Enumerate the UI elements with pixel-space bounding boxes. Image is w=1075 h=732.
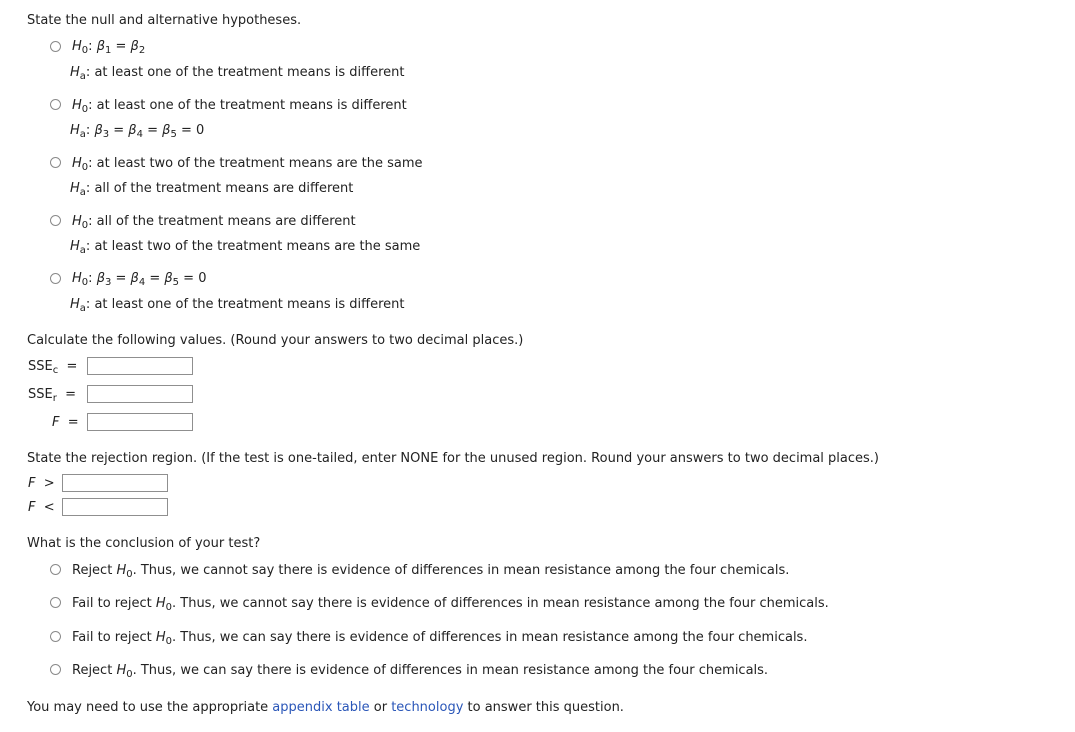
sse-c-input[interactable] [87,357,193,375]
hypothesis-option-3-ha: $H_a$: all of the treatment means are different [70,181,354,198]
technology-link[interactable]: technology [391,700,464,715]
hypothesis-option-4-h0: $H_0$: all of the treatment means are different [72,214,356,231]
conclusion-option-3-radio[interactable] [50,631,61,642]
f-statistic-label: F = [52,415,79,430]
hypothesis-option-4-radio[interactable] [50,215,61,226]
hypothesis-option-5-ha: $H_a$: at least one of the treatment means is different [70,297,405,314]
rejection-lower-label: F < [28,500,55,515]
hypothesis-option-5-radio[interactable] [50,273,61,284]
f-statistic-input[interactable] [87,413,193,431]
appendix-table-link[interactable]: appendix table [272,700,370,715]
hypothesis-option-4-ha: $H_a$: at least two of the treatment means are the same [70,239,421,256]
rejection-upper-label: F > [28,476,55,491]
footer-note: You may need to use the appropriate appendix table or technology to answer this question. [27,700,624,715]
conclusion-option-4-text: Reject $H_0$. Thus, we can say there is evidence of differences in mean resistance among the four chemicals. [72,663,769,680]
rejection-region-prompt: State the rejection region. (If the test is one-tailed, enter NONE for the unused region. Round your answers to two decimal places.) [27,451,880,466]
hypothesis-option-3-radio[interactable] [50,157,61,168]
hypothesis-option-2-ha: $H_a$: $\beta_3 = \beta_4 = \beta_5 = 0$ [70,123,205,140]
hypothesis-option-5-h0: $H_0$: $\beta_3 = \beta_4 = \beta_5 = 0$ [72,271,207,288]
sse-r-label: $SSE_r$ = [28,387,77,404]
hypothesis-option-3-h0: $H_0$: at least two of the treatment means are the same [72,156,423,173]
hypothesis-option-1-h0: $H_0$: $\beta_1 = \beta_2$ [72,39,146,56]
hypothesis-option-1-ha: $H_a$: at least one of the treatment means is different [70,65,405,82]
sse-r-input[interactable] [87,385,193,403]
conclusion-option-1-text: Reject $H_0$. Thus, we cannot say there is evidence of differences in mean resistance among the four chemicals. [72,563,790,580]
rejection-upper-input[interactable] [62,474,168,492]
hypotheses-prompt: State the null and alternative hypotheses. [27,13,302,28]
hypothesis-option-2-h0: $H_0$: at least one of the treatment means is different [72,98,407,115]
rejection-lower-input[interactable] [62,498,168,516]
hypothesis-option-1-radio[interactable] [50,41,61,52]
hypothesis-option-2-radio[interactable] [50,99,61,110]
conclusion-option-2-radio[interactable] [50,597,61,608]
conclusion-option-2-text: Fail to reject $H_0$. Thus, we cannot say there is evidence of differences in mean resistance among the four chemicals. [72,596,829,613]
calculate-values-prompt: Calculate the following values. (Round your answers to two decimal places.) [27,333,524,348]
conclusion-option-4-radio[interactable] [50,664,61,675]
conclusion-prompt: What is the conclusion of your test? [27,536,261,551]
conclusion-option-1-radio[interactable] [50,564,61,575]
conclusion-option-3-text: Fail to reject $H_0$. Thus, we can say there is evidence of differences in mean resistance among the four chemicals. [72,630,808,647]
sse-c-label: $SSE_c$ = [28,359,78,376]
